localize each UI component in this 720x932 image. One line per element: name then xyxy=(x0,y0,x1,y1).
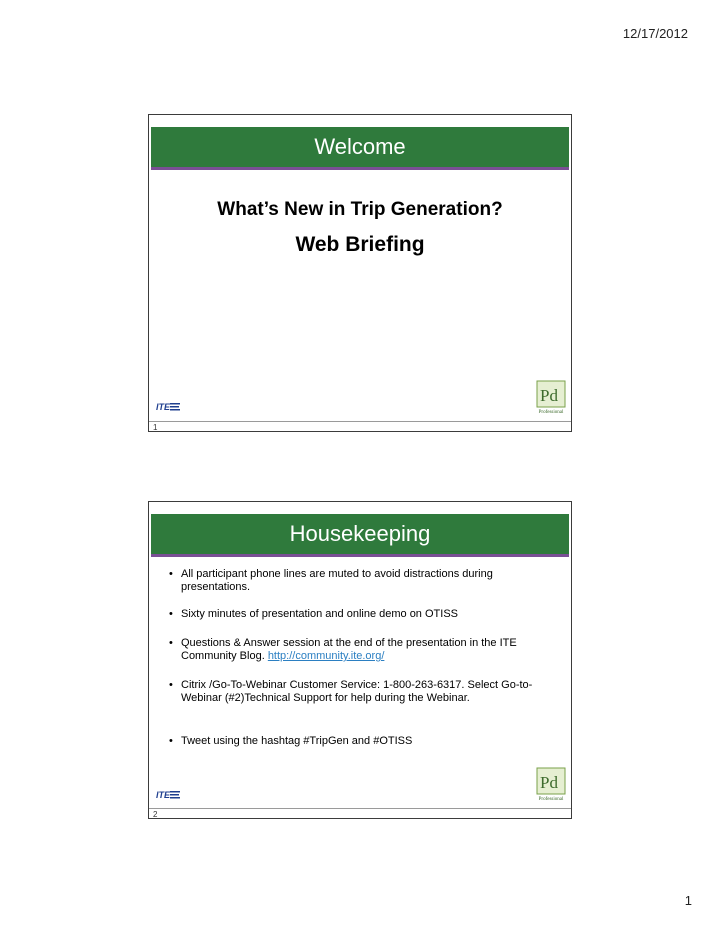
ite-logo-text: ITE xyxy=(156,790,171,800)
slide-footer-rule xyxy=(149,808,571,809)
slide-title: Housekeeping xyxy=(289,521,431,546)
pd-logo-text: Pd xyxy=(540,773,558,792)
slide-subtitle: What’s New in Trip Generation? xyxy=(217,199,503,220)
bullet-item xyxy=(169,637,549,663)
ite-logo-icon xyxy=(156,789,180,800)
pd-logo-icon xyxy=(536,767,566,803)
slide-subtitle-secondary: Web Briefing xyxy=(295,233,425,256)
bullet-dot-icon: • xyxy=(169,608,173,620)
bullet-dot-icon: • xyxy=(169,735,173,747)
slide-footer-rule xyxy=(149,421,571,422)
bullet-text: Sixty minutes of presentation and online demo on OTISS xyxy=(181,608,458,620)
slide-number: 1 xyxy=(153,423,158,432)
bullet-text: Tweet using the hashtag #TripGen and #OTISS xyxy=(181,735,413,747)
slide-2 xyxy=(148,501,572,819)
bullet-list xyxy=(169,568,549,748)
slide-1 xyxy=(148,114,572,432)
pd-logo-caption: Professional xyxy=(538,797,564,802)
bullet-text: Citrix /Go-To-Webinar Customer Service: 1-800-263-6317. Select Go-to-Webinar (#2)Technical Support for help during the Webinar. xyxy=(181,679,533,704)
slide-title-bar xyxy=(151,514,569,557)
ite-logo-icon xyxy=(156,401,180,412)
bullet-dot-icon: • xyxy=(169,568,173,580)
bullet-item xyxy=(169,608,549,621)
pd-logo-caption: Professional xyxy=(538,410,564,415)
bullet-item xyxy=(169,679,549,705)
pd-logo-icon xyxy=(536,380,566,416)
pd-logo-text: Pd xyxy=(540,386,558,405)
community-blog-link[interactable]: http://community.ite.org/ xyxy=(267,650,385,662)
bullet-text: Questions & Answer session at the end of the presentation in the ITE Community Blog. xyxy=(181,637,517,662)
ite-logo-text: ITE xyxy=(156,402,171,412)
bullet-dot-icon: • xyxy=(169,679,173,691)
slide-title-bar xyxy=(151,127,569,170)
bullet-text: All participant phone lines are muted to avoid distractions during presentations. xyxy=(181,568,493,593)
bullet-item xyxy=(169,735,549,748)
print-date: 12/17/2012 xyxy=(622,26,688,41)
bullet-item xyxy=(169,568,549,594)
slide-title: Welcome xyxy=(314,134,406,159)
page-number: 1 xyxy=(684,893,692,908)
slide-number: 2 xyxy=(153,810,158,819)
bullet-dot-icon: • xyxy=(169,637,173,649)
